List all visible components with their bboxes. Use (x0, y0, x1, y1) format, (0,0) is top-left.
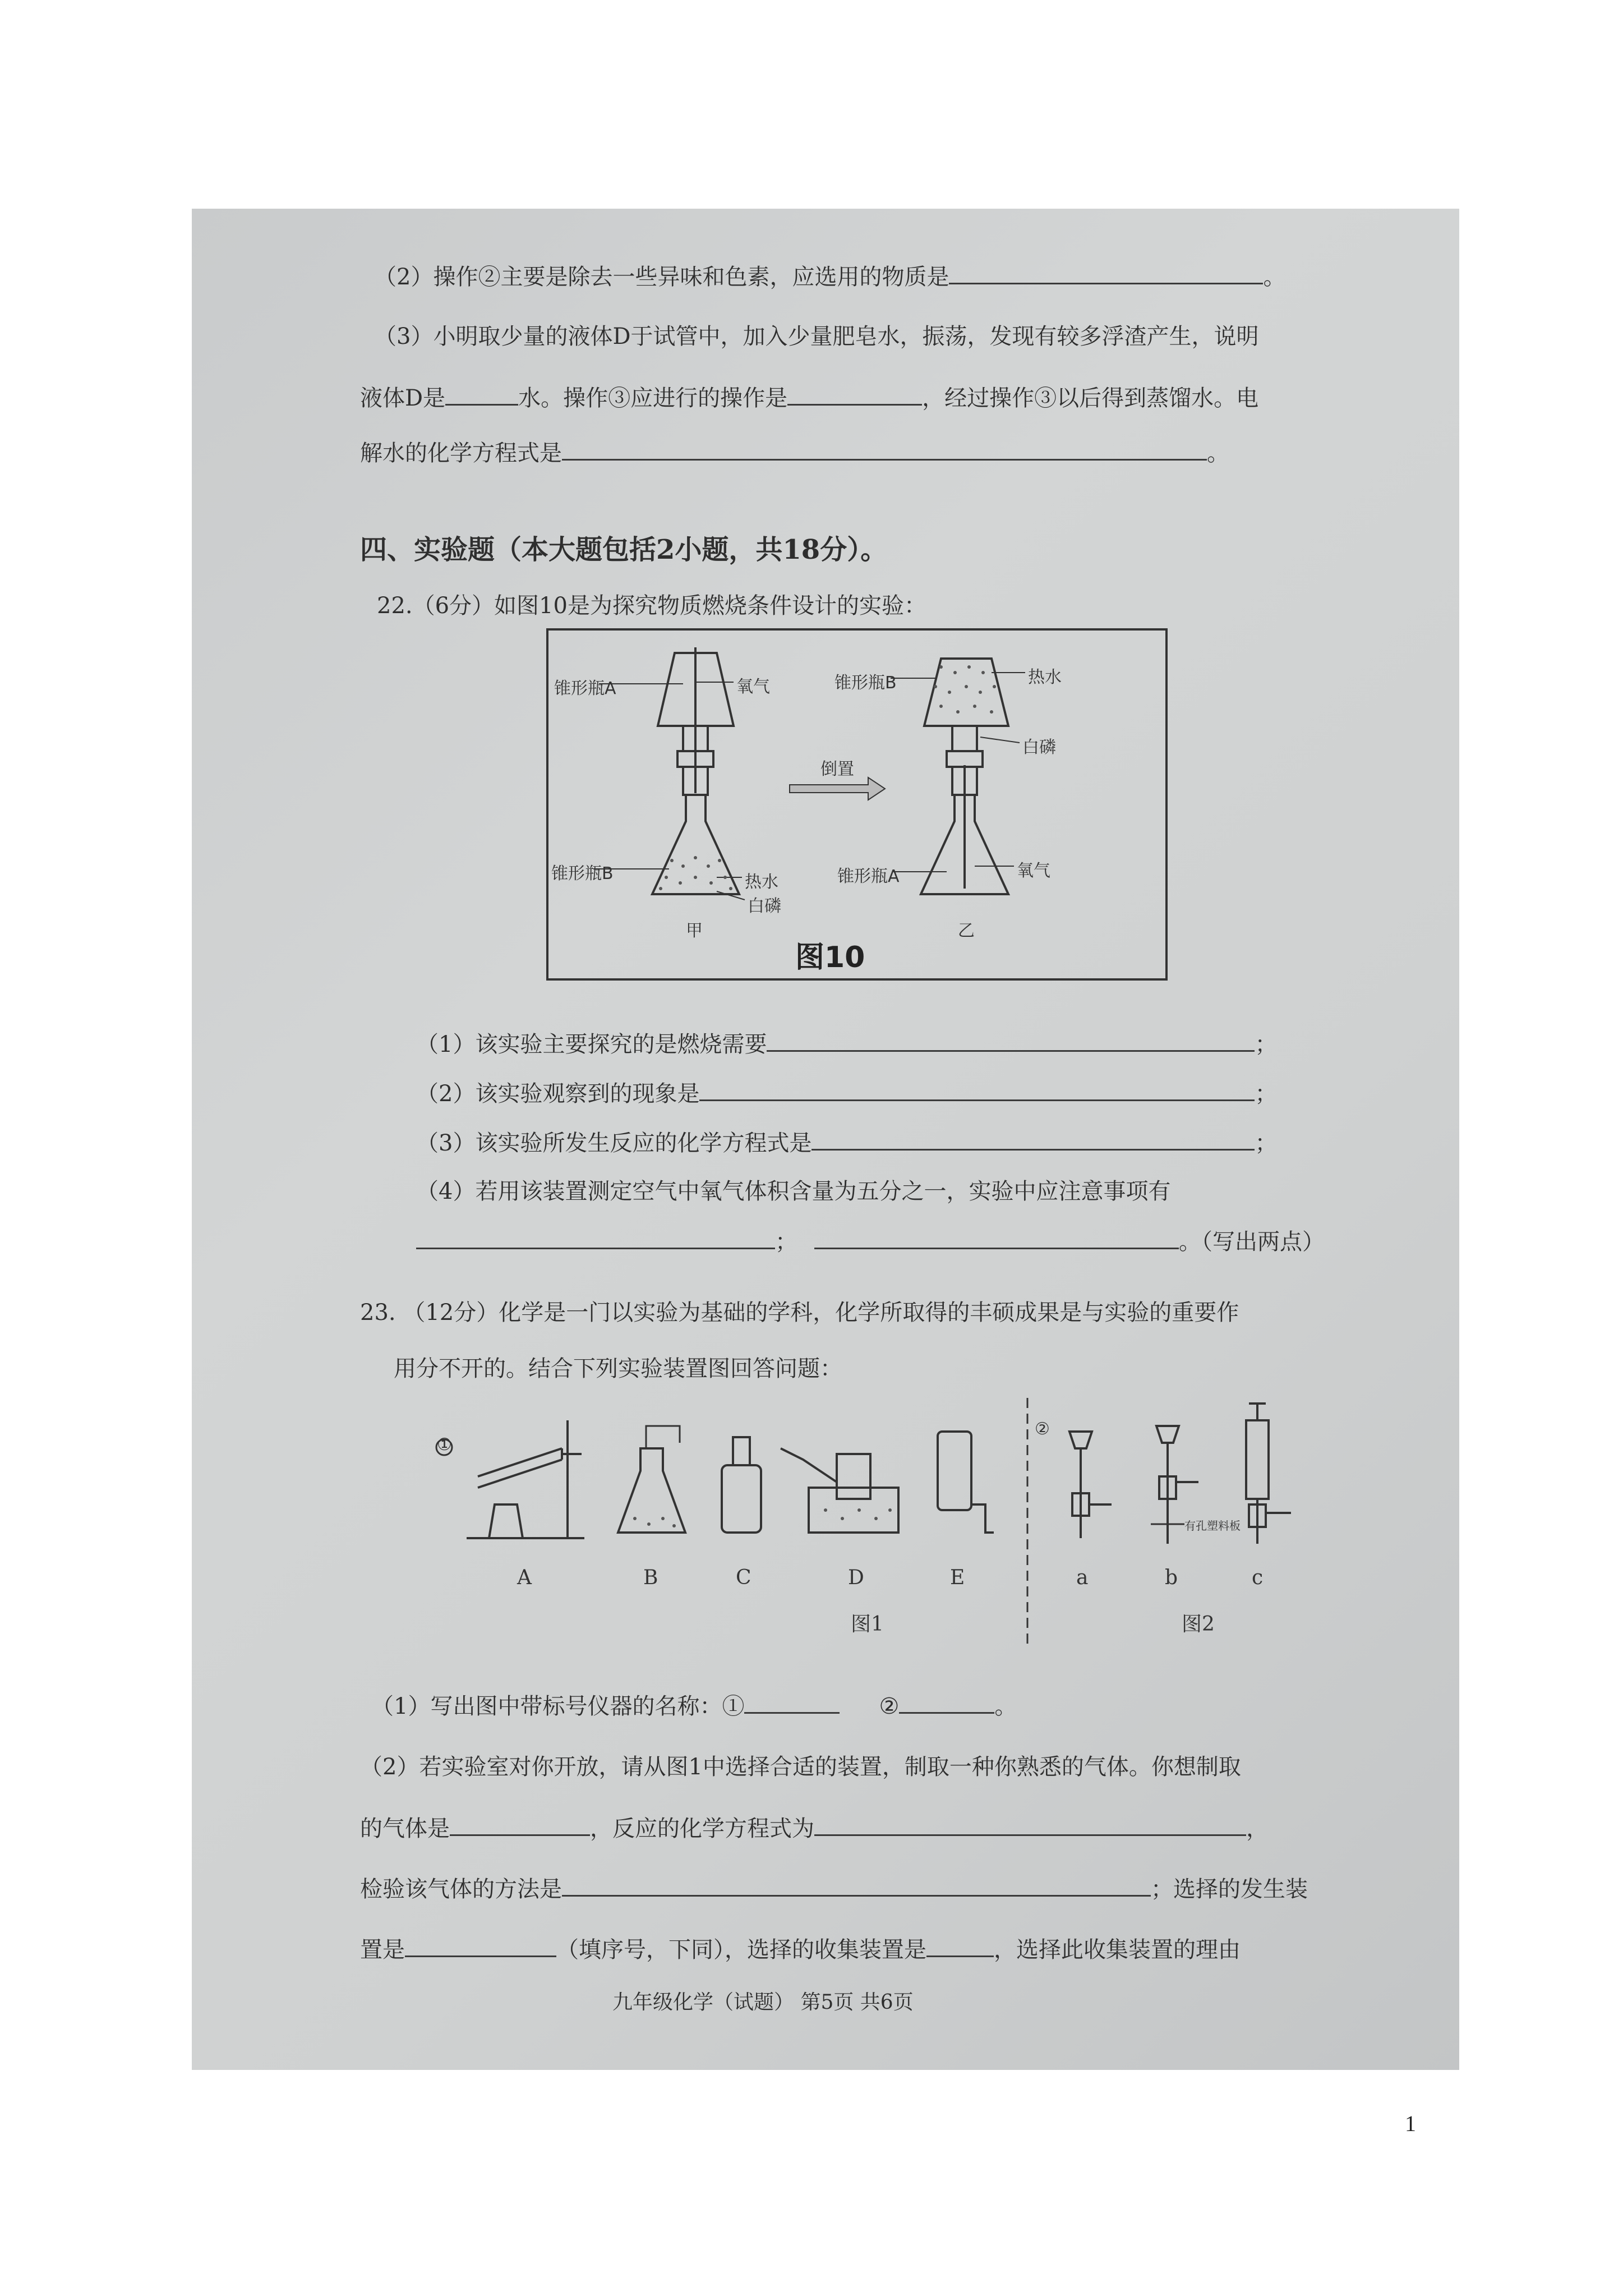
q22-part1: （1）该实验主要探究的是燃烧需要 ； (416, 1028, 1277, 1060)
fig10-caption: 图10 (795, 941, 865, 974)
fig10-right-label-flask-b: 锥形瓶B (834, 673, 897, 693)
figure-1-and-2 (433, 1398, 1442, 1645)
q22-part2: （2）该实验观察到的现象是 ； (416, 1077, 1277, 1110)
marker-2: ② (1035, 1419, 1050, 1439)
fig10-left-label-flask-b: 锥形瓶B (551, 864, 614, 884)
q22-intro: 22.（6分）如图10是为探究物质燃烧条件设计的实验： (377, 593, 926, 619)
exam-page-photo (192, 209, 1459, 2070)
fig10-left-sub: 甲 (686, 921, 703, 941)
fig10-right-label-white-phosphorus: 白磷 (1022, 738, 1056, 757)
fig10-left-label-flask-a: 锥形瓶A (554, 679, 616, 698)
q23-intro-line2: 用分不开的。结合下列实验装置图回答问题： (394, 1356, 842, 1382)
q21-part3-line2: 液体D是 水。操作③应进行的操作是 ，经过操作③以后得到蒸馏水。电 (360, 381, 1258, 414)
q23-intro-line1: 23. （12分）化学是一门以实验为基础的学科，化学所取得的丰硕成果是与实验的重要作 (360, 1300, 1239, 1326)
marker-1: ① (437, 1435, 452, 1455)
q22-part4-line1: （4）若用该装置测定空气中氧气体积含量为五分之一，实验中应注意事项有 (416, 1179, 1171, 1204)
fig1-letter-d: D (848, 1566, 864, 1589)
figure-10 (546, 628, 1168, 981)
fig2-letter-a: a (1076, 1566, 1089, 1589)
fig10-left-label-white-phosphorus: 白磷 (748, 896, 781, 916)
apparatus-drawing (433, 1398, 1442, 1645)
q23-part2-line4: 置是 （填序号，下同），选择的收集装置是 ，选择此收集装置的理由 (360, 1933, 1241, 1966)
q21-part3-line1: （3）小明取少量的液体D于试管中，加入少量肥皂水，振荡，发现有较多浮渣产生，说明 (374, 324, 1259, 349)
q23-part2-line1: （2）若实验室对你开放，请从图1中选择合适的装置，制取一种你熟悉的气体。你想制取 (360, 1754, 1241, 1780)
fig1-letter-a: A (517, 1566, 532, 1589)
q22-part4-line2: ； 。（写出两点） (416, 1225, 1325, 1258)
q23-part1: （1）写出图中带标号仪器的名称：① ② 。 (371, 1690, 1017, 1722)
fig2-caption: 图2 (1182, 1613, 1215, 1636)
fig1-letter-c: C (736, 1566, 751, 1589)
q21-part3-line3: 解水的化学方程式是 。 (360, 436, 1229, 469)
q21-part2: （2）操作②主要是除去一些异味和色素，应选用的物质是 。 (374, 260, 1285, 293)
fig10-right-label-flask-a: 锥形瓶A (837, 867, 900, 886)
q23-part2-line3: 检验该气体的方法是 ；选择的发生装 (360, 1872, 1308, 1905)
page-number: 1 (1405, 2111, 1416, 2136)
q23-part2-line2: 的气体是 ，反应的化学方程式为 ， (360, 1812, 1269, 1844)
fig10-right-sub: 乙 (958, 921, 975, 941)
q22-part3: （3）该实验所发生反应的化学方程式是 ； (416, 1126, 1277, 1159)
fig10-left-label-hot-water: 热水 (745, 872, 778, 892)
section4-title: 四、实验题（本大题包括2小题，共18分）。 (360, 534, 888, 565)
plate-label: 有孔塑料板 (1184, 1519, 1241, 1533)
fig10-right-label-hot-water: 热水 (1028, 668, 1062, 687)
fig1-caption: 图1 (851, 1613, 884, 1636)
fig2-letter-c: c (1252, 1566, 1264, 1589)
fig10-right-label-oxygen: 氧气 (1017, 861, 1050, 881)
fig1-letter-b: B (643, 1566, 658, 1589)
fig1-letter-e: E (950, 1566, 965, 1589)
fig10-arrow-label: 倒置 (820, 760, 854, 779)
fig2-letter-b: b (1165, 1566, 1178, 1589)
fig10-left-label-oxygen: 氧气 (736, 677, 770, 697)
page-footer: 九年级化学（试题） 第5页 共6页 (612, 1991, 914, 2014)
